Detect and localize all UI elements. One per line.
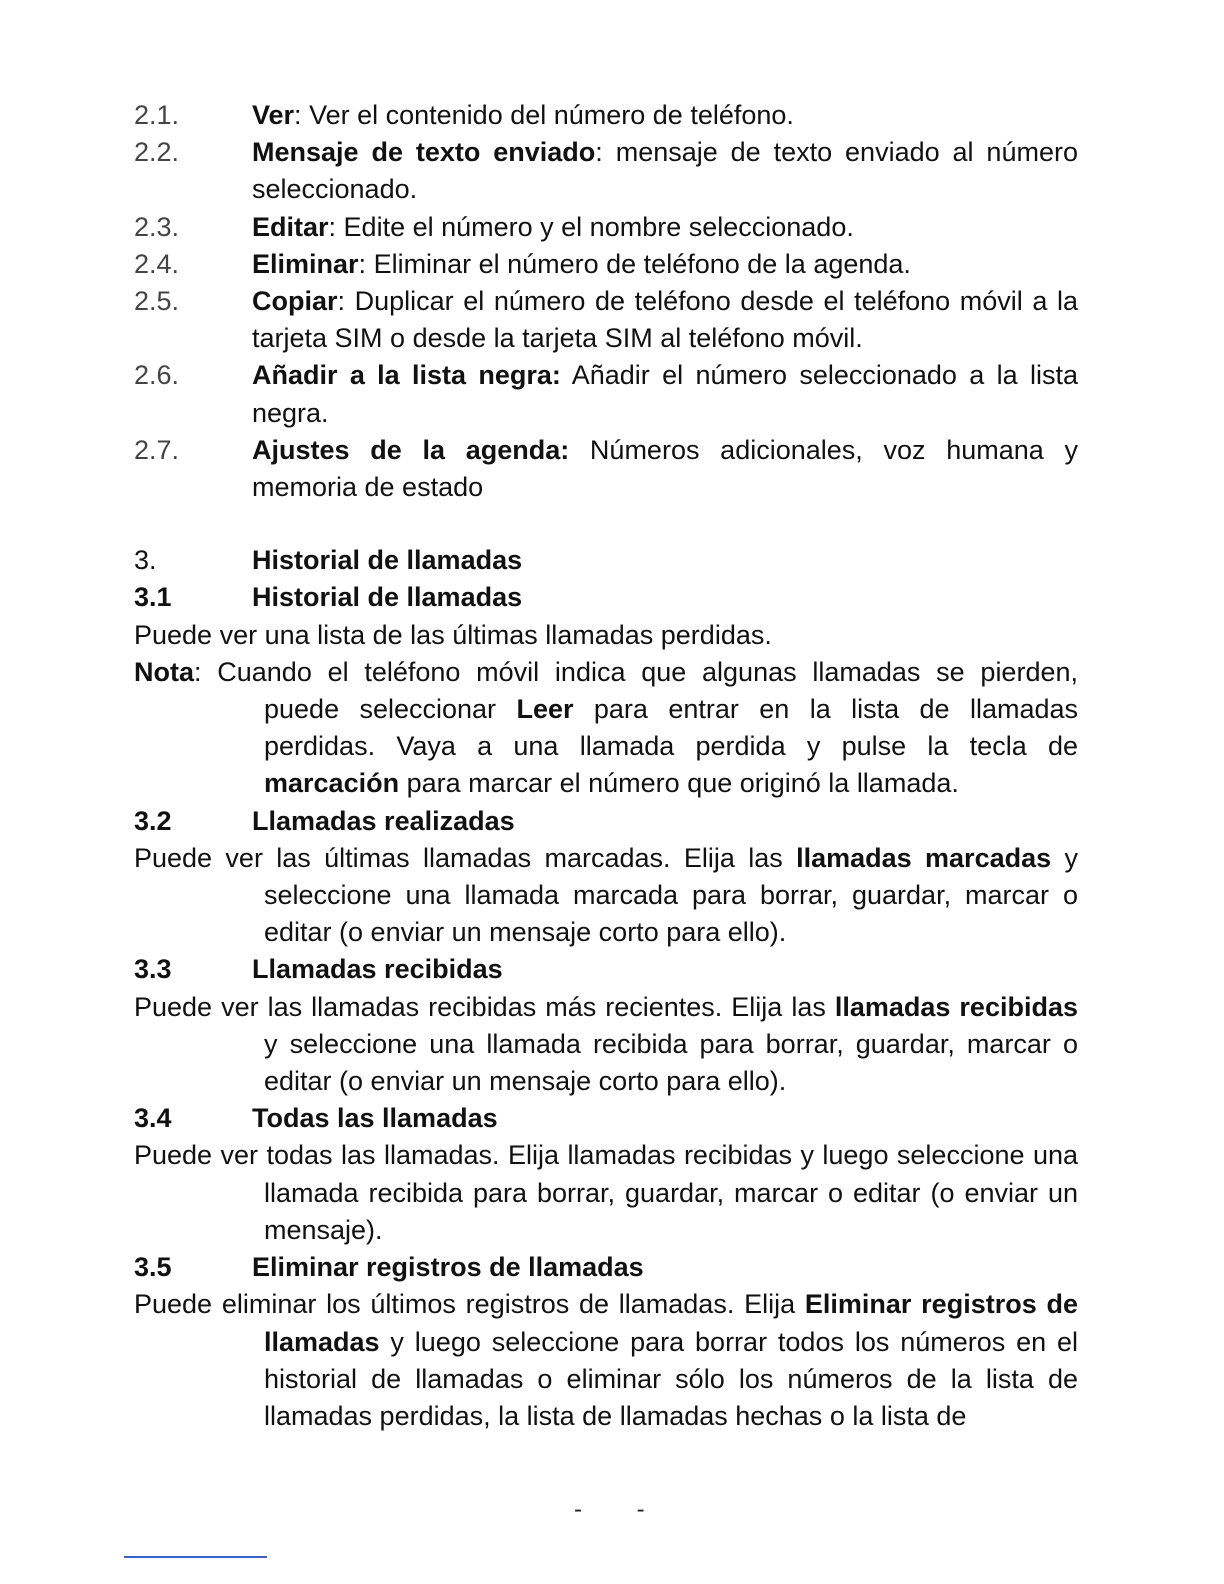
item-text: Ver el contenido del número de teléfono. xyxy=(301,100,794,130)
section-title: Historial de llamadas xyxy=(252,545,523,576)
subsection-number: 3.2 xyxy=(134,805,172,836)
list-item: 2.3. Editar: Edite el número y el nombre seleccionado. xyxy=(134,209,1078,246)
item-number: 2.4. xyxy=(134,248,180,279)
subsection-title: Llamadas recibidas xyxy=(252,954,503,985)
item-term: Ver xyxy=(252,100,295,130)
subsection-number: 3.5 xyxy=(134,1252,172,1283)
list-item xyxy=(134,432,1078,506)
subsection-heading xyxy=(134,579,1078,616)
item-term: Añadir a la lista negra: xyxy=(252,360,561,391)
list-item xyxy=(134,357,1078,431)
item-number: 2.7. xyxy=(134,434,180,465)
subsection-heading xyxy=(134,803,1078,840)
item-text: Añadir el número seleccionado a la lista negra. xyxy=(252,360,1078,428)
subsection-heading xyxy=(134,1100,1078,1137)
item-number: 2.2. xyxy=(134,137,180,168)
item-term: Eliminar xyxy=(252,248,359,279)
item-term: Ajustes de la agenda: xyxy=(252,434,570,465)
paragraph: Puede ver las últimas llamadas marcadas. Elija las llamadas marcadas y seleccione una llamada marcada para borrar, guardar, marcar o editar (o enviar un mensaje corto para ello). xyxy=(134,842,1078,948)
item-text: Números adicionales, voz humana y memoria de estado xyxy=(252,434,1078,503)
note-label: Nota xyxy=(134,656,194,687)
subsection-title: Eliminar registros de llamadas xyxy=(252,1252,644,1283)
list-item: 2.1. Ver: Ver el contenido del número de teléfono. xyxy=(134,97,1078,134)
item-number: 2.3. xyxy=(134,211,180,242)
paragraph: Puede ver una lista de las últimas llamadas perdidas. xyxy=(134,619,772,650)
document-page xyxy=(134,97,1078,1435)
subsection-heading xyxy=(134,1249,1078,1286)
subsection-heading xyxy=(134,951,1078,988)
item-text: Edite el número y el nombre seleccionado. xyxy=(336,211,854,242)
subsection-number: 3.3 xyxy=(134,954,172,985)
item-number: 2.1. xyxy=(134,100,180,130)
page-number-marker: - - xyxy=(574,1496,669,1523)
item-term: Copiar xyxy=(252,286,338,317)
list-item: 2.5. Copiar: Duplicar el número de teléfono desde el teléfono móvil a la tarjeta SIM o desde la tarjeta SIM al teléfono móvil. xyxy=(134,283,1078,357)
subsection-number: 3.1 xyxy=(134,582,172,613)
item-text: Duplicar el número de teléfono desde el teléfono móvil a la tarjeta SIM o desde la tarjeta SIM al teléfono móvil. xyxy=(252,286,1078,354)
note-paragraph: Nota: Cuando el teléfono móvil indica que algunas llamadas se pierden, puede seleccionar Leer para entrar en la lista de llamadas perdidas. Vaya a una llamada perdida y pulse la tecla de marcación para marcar el número que originó la llamada. xyxy=(134,656,1078,799)
item-term: Mensaje de texto enviado xyxy=(252,137,596,168)
subsection-number: 3.4 xyxy=(134,1103,172,1134)
item-text: mensaje de texto enviado al número seleccionado. xyxy=(252,137,1078,205)
footnote-rule xyxy=(124,1556,267,1558)
item-number: 2.5. xyxy=(134,286,180,317)
section-heading xyxy=(134,542,1078,579)
paragraph: Puede ver las llamadas recibidas más recientes. Elija las llamadas recibidas y seleccione una llamada recibida para borrar, guardar, marcar o editar (o enviar un mensaje corto para ello). xyxy=(134,991,1078,1097)
subsection-title: Llamadas realizadas xyxy=(252,805,515,836)
subsection-title: Todas las llamadas xyxy=(252,1103,498,1134)
list-item: 2.4. Eliminar: Eliminar el número de teléfono de la agenda. xyxy=(134,246,1078,283)
subsection-title: Historial de llamadas xyxy=(252,582,523,613)
section-number: 3. xyxy=(134,545,157,576)
item-term: Editar xyxy=(252,211,329,242)
paragraph: Puede ver todas las llamadas. Elija llamadas recibidas y luego seleccione una llamada recibida para borrar, guardar, marcar o editar (o enviar un mensaje). xyxy=(134,1140,1078,1245)
item-number: 2.6. xyxy=(134,360,180,391)
list-item: 2.2. Mensaje de texto enviado: mensaje de texto enviado al número seleccionado. xyxy=(134,134,1078,208)
paragraph: Puede eliminar los últimos registros de llamadas. Elija Eliminar registros de llamadas y luego seleccione para borrar todos los números en el historial de llamadas o eliminar sólo los números de la lista de llamadas perdidas, la lista de llamadas hechas o la lista de xyxy=(134,1289,1078,1431)
item-text: Eliminar el número de teléfono de la agenda. xyxy=(366,248,911,279)
